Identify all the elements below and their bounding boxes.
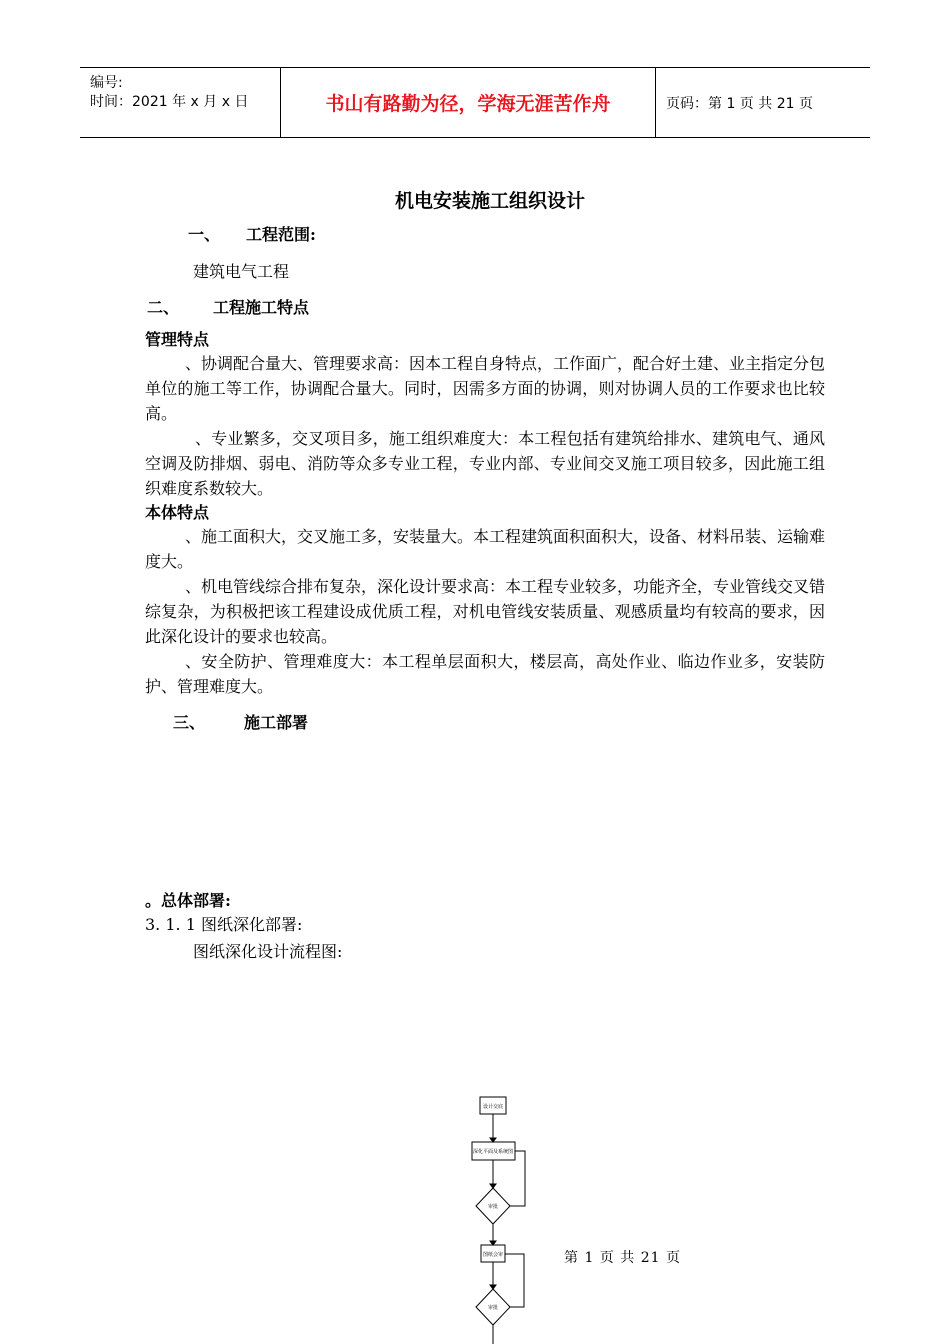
document-title: 机电安装施工组织设计: [394, 190, 585, 212]
flowchart-caption: 图纸深化设计流程图:: [193, 942, 343, 961]
section-1-title: 工程范围:: [246, 225, 316, 244]
page-footer: 第 1 页 共 21 页: [564, 1250, 681, 1266]
section-3-number: 三、: [173, 713, 206, 732]
drawing-deployment-subheading: 3. 1. 1 图纸深化部署:: [145, 915, 303, 934]
overall-deployment-heading: 。总体部署:: [145, 891, 231, 910]
section-1-body: 建筑电气工程: [193, 262, 290, 281]
flowchart: [455, 1090, 545, 1344]
flow-diamond-1-label: 审批: [487, 1204, 499, 1210]
header-page-label: 页码：第 1 页 共 21 页: [666, 95, 813, 112]
header-motto: 书山有路勤为径，学海无涯苦作舟: [280, 68, 656, 137]
section-2-title: 工程施工特点: [213, 298, 310, 317]
flow-box-3-label: 图纸会审: [482, 1252, 504, 1258]
section-2-number: 二、: [147, 298, 180, 317]
flow-diamond-2-label: 审批: [487, 1305, 499, 1311]
body-paragraph-2: 、机电管线综合排布复杂，深化设计要求高：本工程专业较多，功能齐全，专业管线交叉错综复杂，为积极把该工程建设成优质工程，对机电管线安装质量、观感质量均有较高的要求，因此深化设计的要求也较高。: [145, 577, 826, 646]
body-paragraph-1: 、施工面积大，交叉施工多，安装量大。本工程建筑面积面积大，设备、材料吊装、运输难度大。: [145, 527, 826, 571]
doc-number-label: 编号:: [90, 75, 123, 91]
management-paragraph-1: 、协调配合量大、管理要求高：因本工程自身特点，工作面广，配合好土建、业主指定分包单位的施工等工作，协调配合量大。同时，因需多方面的协调，则对协调人员的工作要求也比较高。: [145, 354, 826, 423]
header-meta-cell: [80, 68, 280, 137]
section-1-number: 一、: [188, 225, 221, 244]
body-paragraph-3: 、安全防护、管理难度大：本工程单层面积大，楼层高，高处作业、临边作业多，安装防护、管理难度大。: [145, 652, 825, 696]
management-heading: 管理特点: [145, 330, 210, 349]
page-header: [80, 67, 870, 138]
section-3-title: 施工部署: [244, 713, 309, 732]
flow-box-2-label: 深化平面及系统图: [472, 1149, 514, 1155]
body-heading: 本体特点: [145, 503, 210, 522]
doc-time-label: 时间：2021 年 x 月 x 日: [90, 94, 249, 110]
flow-box-1-label: 设计交底: [482, 1104, 504, 1110]
management-paragraph-2: 、专业繁多，交叉项目多，施工组织难度大：本工程包括有建筑给排水、建筑电气、通风空调及防排烟、弱电、消防等众多专业工程，专业内部、专业间交叉施工项目较多，因此施工组织难度系数较大。: [145, 429, 825, 498]
